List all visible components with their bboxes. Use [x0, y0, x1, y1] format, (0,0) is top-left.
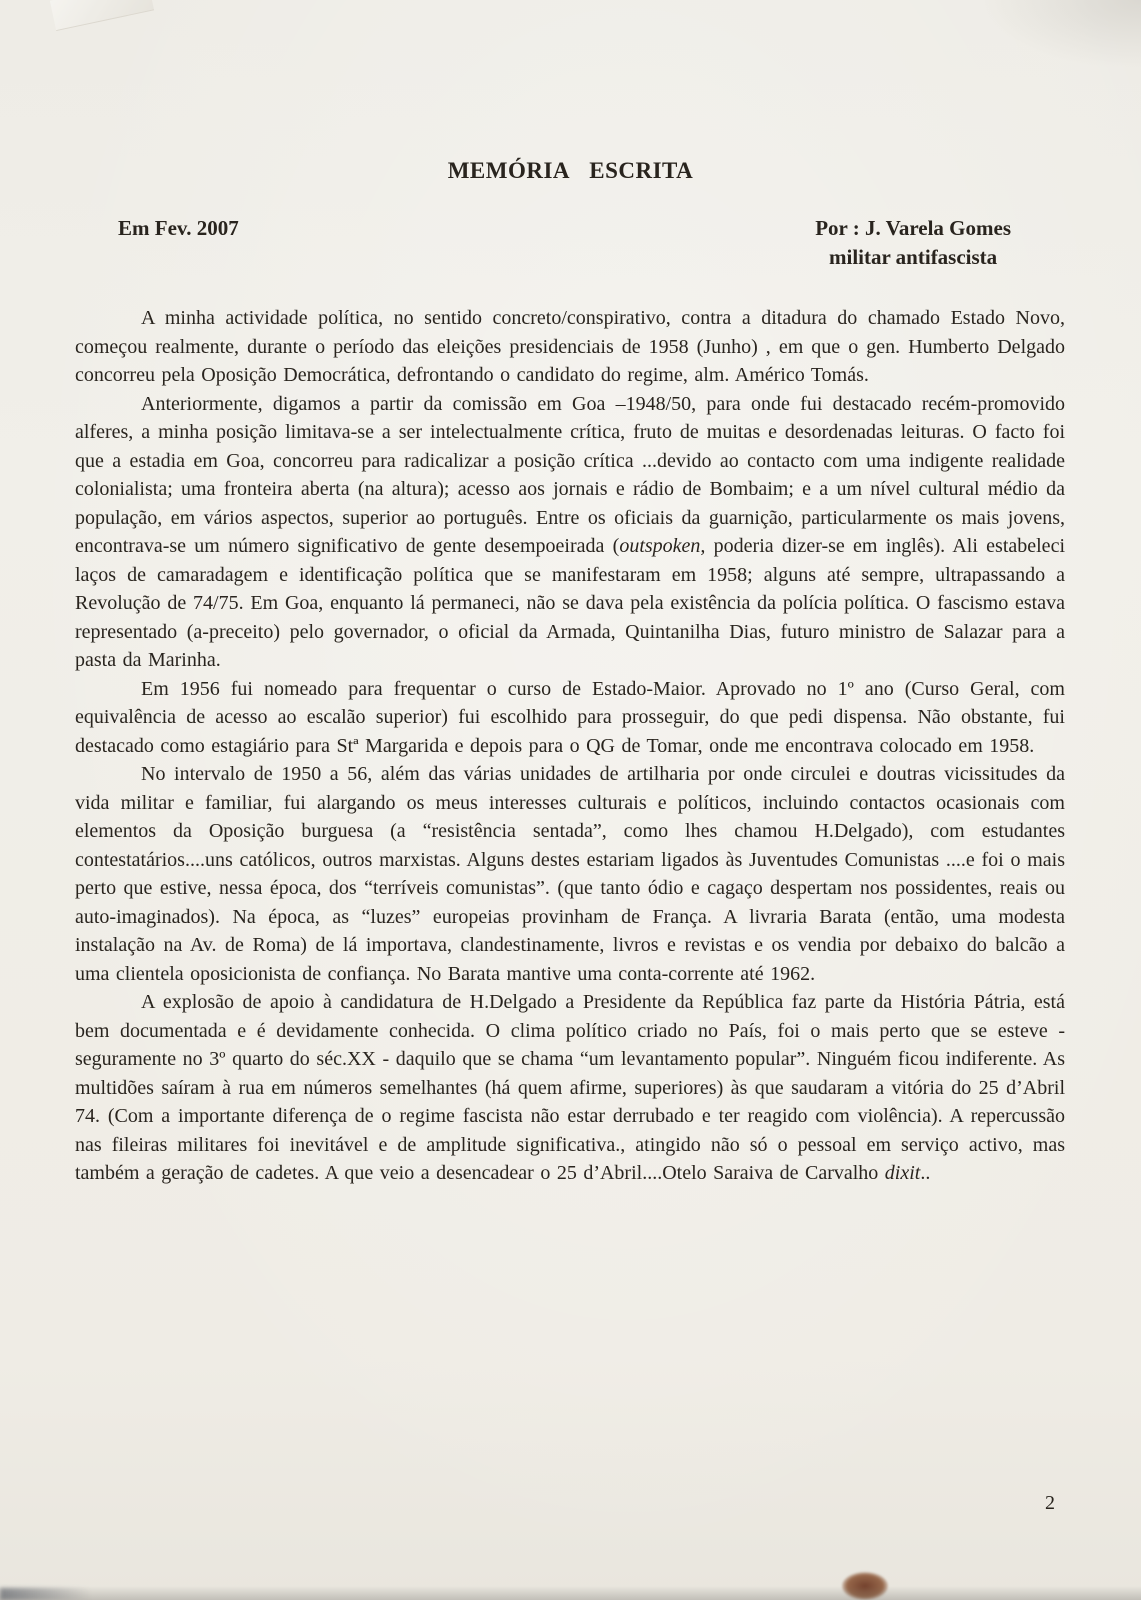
paragraph-text: A explosão de apoio à candidatura de H.Delgado a Presidente da República faz parte da História Pátria, está bem documentada e é devidamente conhecida. O clima político criado no País, foi o mais perto que se esteve - seguramente no 3º quarto do séc.XX - daquilo que se chama “um levantamento popular”. Ninguém ficou indiferente. As multidões saíram à rua em números semelhantes (há quem afirme, superiores) às que saudaram a vitória do 25 d’Abril 74. (Com a importante diferença de o regime fascista não estar derrubado e ter reagido com violência). A repercussão nas fileiras militares foi inevitável e de amplitude significativa., atingido não só o pessoal em serviço activo, mas também a geração de cadetes. A que veio a desencadear o 25 d’Abril....Otelo Saraiva de Carvalho — [75, 991, 1065, 1184]
paragraph-text: A minha actividade política, no sentido concreto/conspirativo, contra a ditadura do chamado Estado Novo, começou realmente, durante o período das eleições presidenciais de 1958 (Junho) , em que o gen. Humberto Delgado concorreu pela Oposição Democrática, defrontando o candidato do regime, alm. Américo Tomás. — [75, 307, 1065, 386]
document-body — [75, 304, 1065, 1188]
paragraph-text: No intervalo de 1950 a 56, além das várias unidades de artilharia por onde circulei e doutras vicissitudes da vida militar e familiar, fui alargando os meus interesses culturais e políticos, incluindo contactos ocasionais com elementos da Oposição burguesa (a “resistência sentada”, como lhes chamou H.Delgado), com estudantes contestatários....uns católicos, outros marxistas. Alguns destes estariam ligados às Juventudes Comunistas ....e foi o mais perto que estive, nessa época, dos “terríveis comunistas”. (que tanto ódio e cagaço despertam nos possidentes, reais ou auto-imaginados). Na época, as “luzes” europeias provinham de França. A livraria Barata (então, uma modesta instalação na Av. de Roma) de lá importava, clandestinamente, livros e revistas e os vendia por debaixo do balcão a uma clientela oposicionista de confiança. No Barata mantive uma conta-corrente até 1962. — [75, 763, 1065, 985]
paragraph-text: Em 1956 fui nomeado para frequentar o curso de Estado-Maior. Aprovado no 1º ano (Curso Geral, com equivalência de acesso ao escalão superior) fui escolhido para prosseguir, do que pedi dispensa. Não obstante, fui destacado como estagiário para Stª Margarida e depois para o QG de Tomar, onde me encontrava colocado em 1958. — [75, 677, 1065, 757]
paragraph-2 — [75, 390, 1065, 675]
paragraph-text: Anteriormente, digamos a partir da comissão em Goa –1948/50, para onde fui destacado recém-promovido alferes, a minha posição limitava-se a ser intelectualmente crítica, fruto de muitas e desordenadas leituras. O facto foi que a estadia em Goa, concorreu para radicalizar a posição crítica ...devido ao contacto com uma indigente realidade colonialista; uma fronteira aberta (na altura); acesso aos jornais e rádio de Bombaim; e a um nível cultural médio da população, em vários aspectos, superior ao português. Entre os oficiais da guarnição, particularmente os mais jovens, encontrava-se um número significativo de gente desempoeirada ( — [75, 392, 1065, 557]
byline-row — [0, 216, 1141, 270]
italic-term-outspoken: outspoken, — [619, 535, 706, 557]
paragraph-3 — [75, 675, 1065, 761]
document-header — [0, 0, 1141, 270]
document-date: Em Fev. 2007 — [118, 216, 239, 240]
document-title: MEMÓRIA ESCRITA — [447, 158, 694, 183]
scan-stain-artifact — [842, 1572, 888, 1600]
author-block — [815, 216, 1011, 270]
paragraph-5 — [75, 988, 1065, 1188]
author-role: militar antifascista — [829, 245, 998, 269]
page-number: 2 — [1045, 1492, 1055, 1514]
paragraph-text: .. — [920, 1162, 931, 1184]
paragraph-4 — [75, 760, 1065, 988]
paragraph-text: poderia dizer-se em inglês). Ali estabeleci laços de camaradagem e identificação política que se manifestaram em 1958; alguns até sempre, ultrapassando a Revolução de 74/75. Em Goa, enquanto lá permaneci, não se dava pela existência da polícia política. O fascismo estava representado (a-preceito) pelo governador, o oficial da Armada, Quintanilha Dias, futuro ministro de Salazar para a pasta da Marinha. — [75, 535, 1065, 671]
paragraph-1 — [75, 304, 1065, 390]
italic-term-dixit: dixit — [884, 1162, 921, 1184]
scan-bottom-left-mark — [0, 1588, 90, 1600]
scan-bottom-edge-shadow — [0, 1586, 1141, 1600]
author-name: Por : J. Varela Gomes — [815, 216, 1011, 240]
